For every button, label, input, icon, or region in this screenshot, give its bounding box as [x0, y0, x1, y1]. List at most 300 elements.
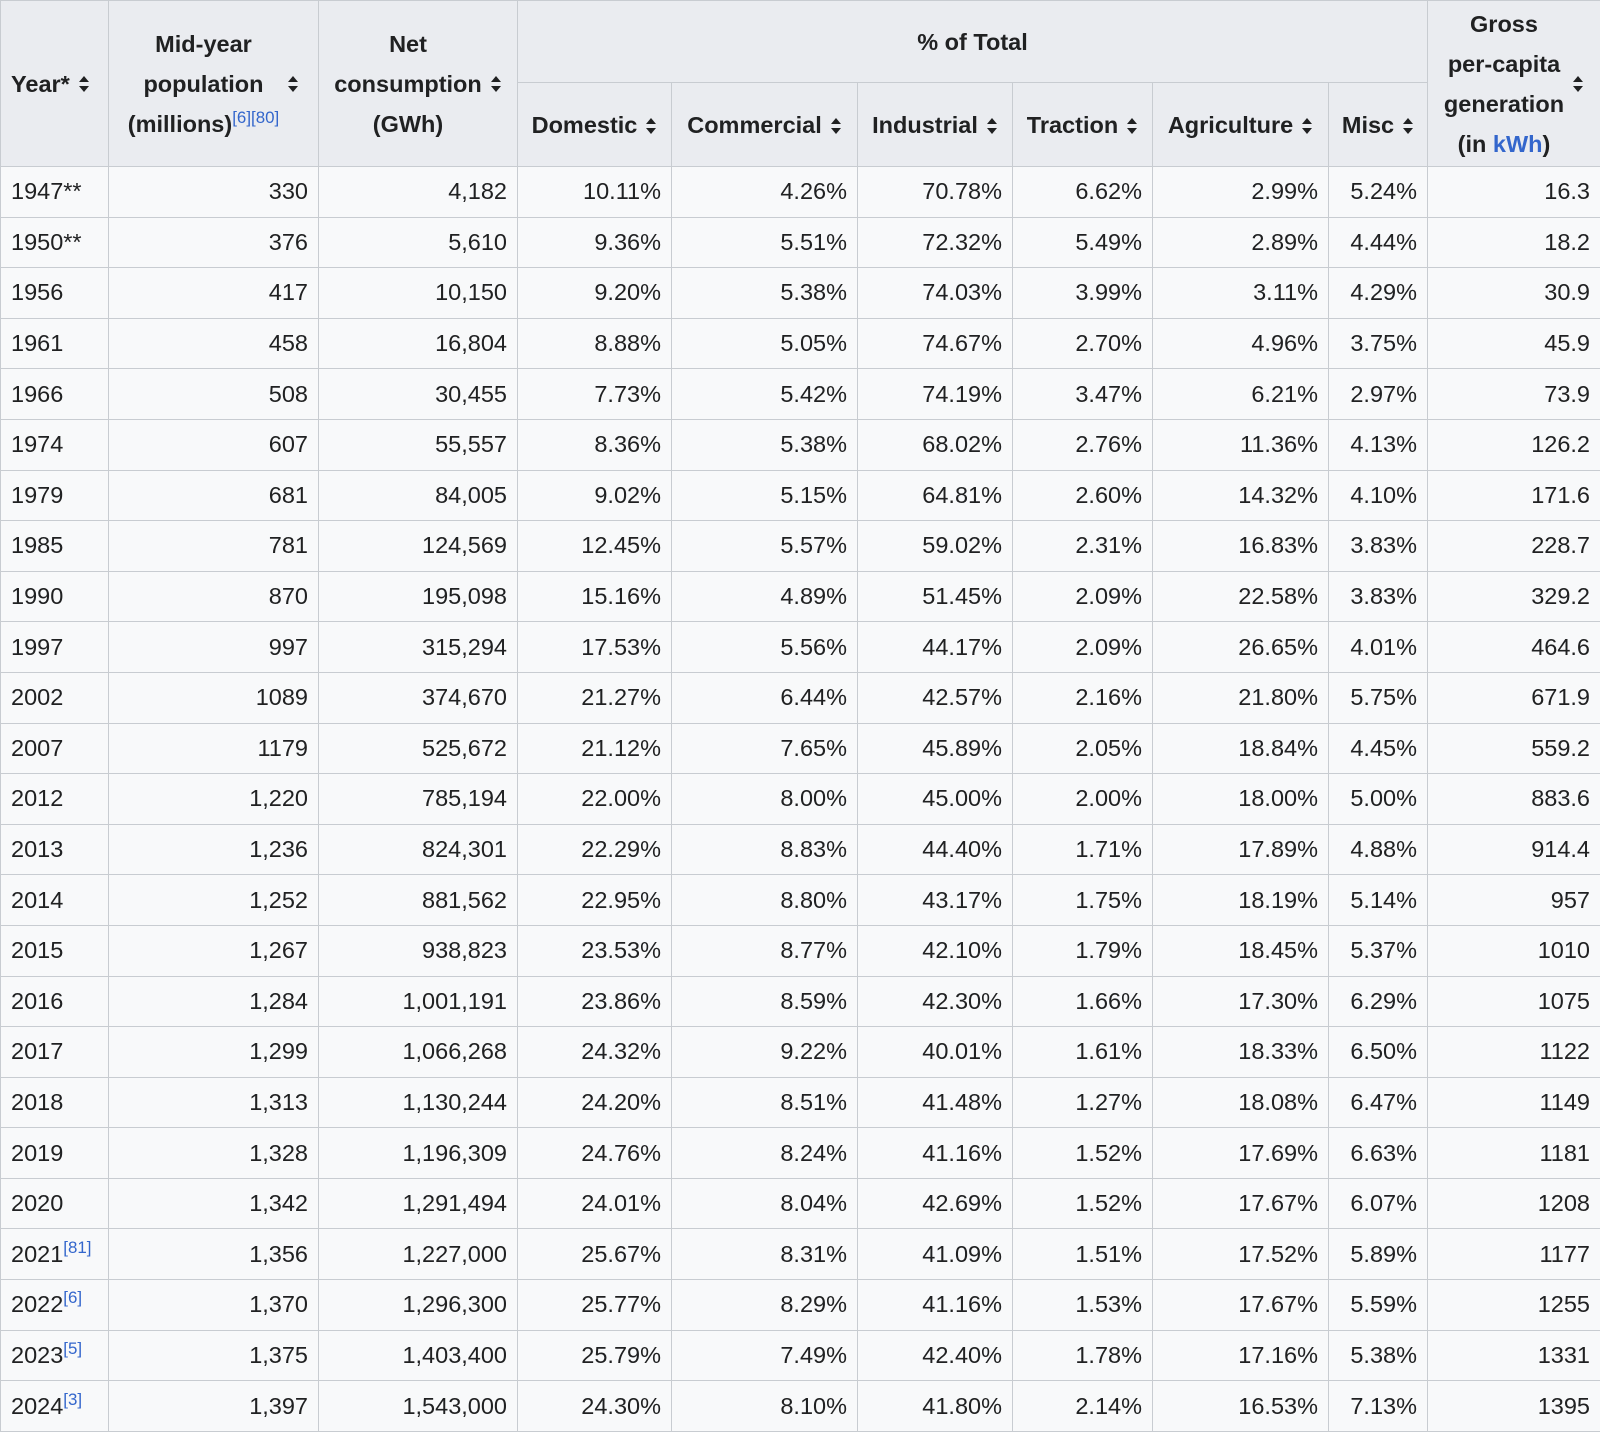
cell-net: 1,543,000 — [319, 1381, 518, 1432]
cell-dom: 22.95% — [518, 875, 672, 926]
year-text: 2015 — [11, 937, 63, 963]
year-text: 2017 — [11, 1038, 63, 1064]
cell-dom: 21.12% — [518, 723, 672, 774]
cell-tra: 1.75% — [1013, 875, 1153, 926]
population-reference-link[interactable]: [6][80] — [232, 108, 279, 127]
cell-com: 9.22% — [672, 1027, 858, 1078]
year-text: 1979 — [11, 482, 63, 508]
cell-gross: 16.3 — [1428, 167, 1600, 218]
cell-net: 881,562 — [319, 875, 518, 926]
cell-year — [1, 167, 109, 218]
cell-gross: 671.9 — [1428, 672, 1600, 723]
cell-misc: 5.24% — [1329, 167, 1428, 218]
cell-net: 1,291,494 — [319, 1178, 518, 1229]
table-row — [1, 268, 1600, 319]
col-header-gross-per-capita[interactable] — [1428, 1, 1600, 167]
col-group-header-pct-total: % of Total — [518, 1, 1428, 83]
cell-net: 1,130,244 — [319, 1077, 518, 1128]
table-row — [1, 1178, 1600, 1229]
cell-tra: 3.99% — [1013, 268, 1153, 319]
cell-misc: 5.89% — [1329, 1229, 1428, 1280]
cell-dom: 12.45% — [518, 521, 672, 572]
cell-year — [1, 571, 109, 622]
table-body — [1, 167, 1600, 1432]
cell-year — [1, 1128, 109, 1179]
cell-agr: 6.21% — [1153, 369, 1329, 420]
cell-gross: 957 — [1428, 875, 1600, 926]
cell-com: 5.42% — [672, 369, 858, 420]
year-text: 2018 — [11, 1089, 63, 1115]
cell-net: 1,001,191 — [319, 976, 518, 1027]
cell-year — [1, 622, 109, 673]
table-row — [1, 1229, 1600, 1280]
cell-ind: 42.57% — [858, 672, 1013, 723]
cell-misc: 6.63% — [1329, 1128, 1428, 1179]
cell-gross: 171.6 — [1428, 470, 1600, 521]
cell-com: 8.04% — [672, 1178, 858, 1229]
cell-gross: 1395 — [1428, 1381, 1600, 1432]
cell-year — [1, 470, 109, 521]
cell-net: 124,569 — [319, 521, 518, 572]
cell-year — [1, 1280, 109, 1331]
cell-ind: 42.10% — [858, 925, 1013, 976]
cell-com: 4.89% — [672, 571, 858, 622]
cell-agr: 4.96% — [1153, 318, 1329, 369]
cell-agr: 18.45% — [1153, 925, 1329, 976]
cell-com: 8.80% — [672, 875, 858, 926]
sort-icon[interactable] — [1572, 75, 1584, 93]
cell-misc: 7.13% — [1329, 1381, 1428, 1432]
cell-misc: 4.44% — [1329, 217, 1428, 268]
cell-dom: 23.86% — [518, 976, 672, 1027]
col-header-traction[interactable]: Traction — [1013, 83, 1153, 167]
cell-year — [1, 318, 109, 369]
cell-agr: 21.80% — [1153, 672, 1329, 723]
cell-misc: 5.59% — [1329, 1280, 1428, 1331]
cell-net: 1,403,400 — [319, 1330, 518, 1381]
year-text: 1990 — [11, 583, 63, 609]
kwh-link[interactable]: kWh — [1493, 131, 1543, 157]
cell-net: 824,301 — [319, 824, 518, 875]
cell-net: 84,005 — [319, 470, 518, 521]
cell-com: 8.29% — [672, 1280, 858, 1331]
cell-dom: 25.67% — [518, 1229, 672, 1280]
cell-tra: 1.53% — [1013, 1280, 1153, 1331]
cell-agr: 17.16% — [1153, 1330, 1329, 1381]
cell-gross: 30.9 — [1428, 268, 1600, 319]
cell-misc: 4.10% — [1329, 470, 1428, 521]
year-text: 2007 — [11, 735, 63, 761]
cell-misc: 5.37% — [1329, 925, 1428, 976]
cell-ind: 45.89% — [858, 723, 1013, 774]
cell-net: 1,196,309 — [319, 1128, 518, 1179]
cell-ind: 74.19% — [858, 369, 1013, 420]
cell-com: 5.57% — [672, 521, 858, 572]
cell-tra: 1.51% — [1013, 1229, 1153, 1280]
cell-year — [1, 1381, 109, 1432]
cell-dom: 22.00% — [518, 774, 672, 825]
cell-year — [1, 1229, 109, 1280]
table-row — [1, 1128, 1600, 1179]
cell-year — [1, 925, 109, 976]
cell-year — [1, 521, 109, 572]
table-row — [1, 217, 1600, 268]
cell-misc: 4.29% — [1329, 268, 1428, 319]
sort-icon[interactable] — [830, 117, 842, 135]
cell-net: 1,296,300 — [319, 1280, 518, 1331]
cell-pop: 376 — [109, 217, 319, 268]
year-reference-link[interactable]: [3] — [63, 1390, 82, 1409]
cell-agr: 18.19% — [1153, 875, 1329, 926]
net-consumption-header-label: Net consumption (GWh) — [334, 24, 482, 144]
cell-misc: 4.88% — [1329, 824, 1428, 875]
cell-ind: 44.17% — [858, 622, 1013, 673]
cell-com: 8.83% — [672, 824, 858, 875]
table-row — [1, 1381, 1600, 1432]
col-header-domestic[interactable]: Domestic — [518, 83, 672, 167]
cell-net: 525,672 — [319, 723, 518, 774]
table-row — [1, 976, 1600, 1027]
cell-misc: 3.83% — [1329, 521, 1428, 572]
cell-gross: 18.2 — [1428, 217, 1600, 268]
cell-year — [1, 976, 109, 1027]
cell-dom: 24.30% — [518, 1381, 672, 1432]
cell-com: 8.51% — [672, 1077, 858, 1128]
cell-com: 4.26% — [672, 167, 858, 218]
cell-year — [1, 1178, 109, 1229]
cell-ind: 41.80% — [858, 1381, 1013, 1432]
cell-tra: 2.70% — [1013, 318, 1153, 369]
cell-pop: 1,299 — [109, 1027, 319, 1078]
cell-com: 5.56% — [672, 622, 858, 673]
cell-agr: 2.89% — [1153, 217, 1329, 268]
cell-dom: 25.77% — [518, 1280, 672, 1331]
cell-year — [1, 672, 109, 723]
cell-ind: 41.09% — [858, 1229, 1013, 1280]
cell-gross: 329.2 — [1428, 571, 1600, 622]
cell-net: 1,227,000 — [319, 1229, 518, 1280]
cell-agr: 14.32% — [1153, 470, 1329, 521]
cell-gross: 228.7 — [1428, 521, 1600, 572]
table-row — [1, 672, 1600, 723]
cell-dom: 9.36% — [518, 217, 672, 268]
cell-year — [1, 875, 109, 926]
population-header-label: Mid-year population (millions)[6][80] — [128, 24, 279, 144]
sort-icon[interactable] — [490, 75, 502, 93]
cell-pop: 1,313 — [109, 1077, 319, 1128]
cell-ind: 74.03% — [858, 268, 1013, 319]
cell-misc: 4.13% — [1329, 419, 1428, 470]
cell-gross: 45.9 — [1428, 318, 1600, 369]
cell-agr: 3.11% — [1153, 268, 1329, 319]
cell-net: 16,804 — [319, 318, 518, 369]
cell-gross: 464.6 — [1428, 622, 1600, 673]
cell-com: 8.31% — [672, 1229, 858, 1280]
cell-gross: 914.4 — [1428, 824, 1600, 875]
cell-gross: 1331 — [1428, 1330, 1600, 1381]
cell-ind: 43.17% — [858, 875, 1013, 926]
cell-year — [1, 1027, 109, 1078]
cell-tra: 1.66% — [1013, 976, 1153, 1027]
cell-misc: 6.07% — [1329, 1178, 1428, 1229]
cell-dom: 23.53% — [518, 925, 672, 976]
cell-tra: 2.09% — [1013, 622, 1153, 673]
cell-pop: 1,342 — [109, 1178, 319, 1229]
cell-dom: 24.01% — [518, 1178, 672, 1229]
cell-year — [1, 1077, 109, 1128]
table-row — [1, 622, 1600, 673]
table-row — [1, 723, 1600, 774]
cell-tra: 2.14% — [1013, 1381, 1153, 1432]
cell-agr: 17.69% — [1153, 1128, 1329, 1179]
cell-ind: 41.16% — [858, 1280, 1013, 1331]
cell-ind: 41.16% — [858, 1128, 1013, 1179]
cell-com: 8.10% — [672, 1381, 858, 1432]
cell-com: 5.05% — [672, 318, 858, 369]
cell-misc: 2.97% — [1329, 369, 1428, 420]
cell-misc: 6.50% — [1329, 1027, 1428, 1078]
year-reference-link[interactable]: [6] — [63, 1289, 82, 1308]
table-row — [1, 571, 1600, 622]
cell-tra: 1.78% — [1013, 1330, 1153, 1381]
cell-pop: 508 — [109, 369, 319, 420]
cell-agr: 16.53% — [1153, 1381, 1329, 1432]
cell-net: 374,670 — [319, 672, 518, 723]
cell-dom: 9.20% — [518, 268, 672, 319]
year-text: 2016 — [11, 988, 63, 1014]
year-text: 1997 — [11, 634, 63, 660]
cell-ind: 41.48% — [858, 1077, 1013, 1128]
cell-dom: 25.79% — [518, 1330, 672, 1381]
sort-icon[interactable] — [1126, 117, 1138, 135]
cell-pop: 330 — [109, 167, 319, 218]
cell-dom: 10.11% — [518, 167, 672, 218]
cell-net: 195,098 — [319, 571, 518, 622]
cell-pop: 781 — [109, 521, 319, 572]
cell-agr: 11.36% — [1153, 419, 1329, 470]
cell-ind: 45.00% — [858, 774, 1013, 825]
year-text: 1947** — [11, 178, 82, 204]
cell-net: 5,610 — [319, 217, 518, 268]
cell-gross: 1177 — [1428, 1229, 1600, 1280]
table-row — [1, 470, 1600, 521]
col-header-agriculture[interactable]: Agriculture — [1153, 83, 1329, 167]
sort-icon[interactable] — [1402, 117, 1414, 135]
cell-gross: 883.6 — [1428, 774, 1600, 825]
cell-net: 30,455 — [319, 369, 518, 420]
table-header — [1, 1, 1600, 167]
cell-pop: 1,397 — [109, 1381, 319, 1432]
cell-pop: 1,252 — [109, 875, 319, 926]
cell-year — [1, 774, 109, 825]
cell-pop: 1,370 — [109, 1280, 319, 1331]
cell-agr: 18.33% — [1153, 1027, 1329, 1078]
year-reference-link[interactable]: [81] — [63, 1238, 91, 1257]
sort-icon[interactable] — [986, 117, 998, 135]
cell-misc: 4.01% — [1329, 622, 1428, 673]
cell-net: 315,294 — [319, 622, 518, 673]
cell-year — [1, 268, 109, 319]
cell-tra: 1.71% — [1013, 824, 1153, 875]
cell-gross: 1122 — [1428, 1027, 1600, 1078]
cell-agr: 26.65% — [1153, 622, 1329, 673]
table-row — [1, 774, 1600, 825]
cell-dom: 24.32% — [518, 1027, 672, 1078]
table-row — [1, 875, 1600, 926]
cell-year — [1, 369, 109, 420]
sort-icon[interactable] — [1301, 117, 1313, 135]
cell-dom: 15.16% — [518, 571, 672, 622]
cell-misc: 6.29% — [1329, 976, 1428, 1027]
cell-ind: 51.45% — [858, 571, 1013, 622]
col-header-net-consumption[interactable] — [319, 1, 518, 167]
cell-com: 7.65% — [672, 723, 858, 774]
cell-tra: 5.49% — [1013, 217, 1153, 268]
cell-agr: 18.84% — [1153, 723, 1329, 774]
sort-icon[interactable] — [78, 75, 90, 93]
cell-net: 1,066,268 — [319, 1027, 518, 1078]
cell-net: 4,182 — [319, 167, 518, 218]
cell-pop: 417 — [109, 268, 319, 319]
cell-ind: 44.40% — [858, 824, 1013, 875]
cell-misc: 3.83% — [1329, 571, 1428, 622]
cell-com: 7.49% — [672, 1330, 858, 1381]
cell-com: 5.38% — [672, 268, 858, 319]
cell-ind: 40.01% — [858, 1027, 1013, 1078]
gross-header-label: Gross per-capita generation (in kWh) — [1444, 4, 1564, 164]
cell-dom: 7.73% — [518, 369, 672, 420]
cell-pop: 1,356 — [109, 1229, 319, 1280]
cell-pop: 1,236 — [109, 824, 319, 875]
cell-com: 6.44% — [672, 672, 858, 723]
cell-tra: 2.16% — [1013, 672, 1153, 723]
cell-tra: 3.47% — [1013, 369, 1153, 420]
cell-dom: 24.20% — [518, 1077, 672, 1128]
year-text: 2014 — [11, 887, 63, 913]
cell-pop: 997 — [109, 622, 319, 673]
cell-tra: 2.09% — [1013, 571, 1153, 622]
cell-agr: 17.30% — [1153, 976, 1329, 1027]
cell-net: 785,194 — [319, 774, 518, 825]
year-reference-link[interactable]: [5] — [63, 1339, 82, 1358]
table-row — [1, 1027, 1600, 1078]
cell-tra: 2.05% — [1013, 723, 1153, 774]
cell-agr: 17.67% — [1153, 1280, 1329, 1331]
cell-dom: 22.29% — [518, 824, 672, 875]
cell-year — [1, 1330, 109, 1381]
cell-misc: 5.00% — [1329, 774, 1428, 825]
year-text: 2023 — [11, 1342, 63, 1368]
cell-ind: 42.40% — [858, 1330, 1013, 1381]
cell-tra: 2.60% — [1013, 470, 1153, 521]
year-header-label: Year* — [11, 64, 70, 104]
cell-ind: 42.30% — [858, 976, 1013, 1027]
cell-net: 10,150 — [319, 268, 518, 319]
sort-icon[interactable] — [645, 117, 657, 135]
cell-year — [1, 723, 109, 774]
col-header-industrial[interactable]: Industrial — [858, 83, 1013, 167]
cell-pop: 1,220 — [109, 774, 319, 825]
cell-dom: 17.53% — [518, 622, 672, 673]
year-text: 2024 — [11, 1393, 63, 1419]
year-text: 1956 — [11, 279, 63, 305]
cell-tra: 1.27% — [1013, 1077, 1153, 1128]
table-row — [1, 1330, 1600, 1381]
table-row — [1, 925, 1600, 976]
cell-pop: 1,328 — [109, 1128, 319, 1179]
year-text: 2022 — [11, 1291, 63, 1317]
year-text: 1974 — [11, 431, 63, 457]
cell-misc: 4.45% — [1329, 723, 1428, 774]
col-header-commercial[interactable]: Commercial — [672, 83, 858, 167]
cell-gross: 1181 — [1428, 1128, 1600, 1179]
cell-dom: 24.76% — [518, 1128, 672, 1179]
cell-tra: 1.52% — [1013, 1178, 1153, 1229]
cell-pop: 1179 — [109, 723, 319, 774]
cell-ind: 42.69% — [858, 1178, 1013, 1229]
year-text: 2002 — [11, 684, 63, 710]
year-text: 1985 — [11, 532, 63, 558]
cell-pop: 1,284 — [109, 976, 319, 1027]
cell-tra: 1.52% — [1013, 1128, 1153, 1179]
cell-misc: 5.38% — [1329, 1330, 1428, 1381]
col-header-year[interactable] — [1, 1, 109, 167]
cell-pop: 870 — [109, 571, 319, 622]
cell-pop: 1,375 — [109, 1330, 319, 1381]
cell-misc: 3.75% — [1329, 318, 1428, 369]
year-text: 2020 — [11, 1190, 63, 1216]
cell-com: 5.38% — [672, 419, 858, 470]
cell-agr: 18.08% — [1153, 1077, 1329, 1128]
cell-misc: 5.14% — [1329, 875, 1428, 926]
table-row — [1, 1077, 1600, 1128]
cell-tra: 2.76% — [1013, 419, 1153, 470]
year-text: 2021 — [11, 1241, 63, 1267]
table-row — [1, 824, 1600, 875]
sort-icon[interactable] — [287, 75, 299, 93]
cell-com: 8.24% — [672, 1128, 858, 1179]
cell-tra: 1.79% — [1013, 925, 1153, 976]
cell-tra: 2.31% — [1013, 521, 1153, 572]
cell-gross: 1010 — [1428, 925, 1600, 976]
cell-ind: 68.02% — [858, 419, 1013, 470]
cell-tra: 1.61% — [1013, 1027, 1153, 1078]
col-header-population[interactable] — [109, 1, 319, 167]
cell-ind: 74.67% — [858, 318, 1013, 369]
cell-gross: 1149 — [1428, 1077, 1600, 1128]
cell-dom: 8.88% — [518, 318, 672, 369]
cell-pop: 1,267 — [109, 925, 319, 976]
cell-com: 5.51% — [672, 217, 858, 268]
cell-pop: 1089 — [109, 672, 319, 723]
cell-ind: 59.02% — [858, 521, 1013, 572]
cell-gross: 1255 — [1428, 1280, 1600, 1331]
table-row — [1, 369, 1600, 420]
table-row — [1, 167, 1600, 218]
col-header-misc[interactable]: Misc — [1329, 83, 1428, 167]
table-row — [1, 521, 1600, 572]
cell-net: 938,823 — [319, 925, 518, 976]
cell-agr: 17.52% — [1153, 1229, 1329, 1280]
cell-misc: 6.47% — [1329, 1077, 1428, 1128]
year-text: 2012 — [11, 785, 63, 811]
cell-ind: 72.32% — [858, 217, 1013, 268]
cell-agr: 17.67% — [1153, 1178, 1329, 1229]
cell-com: 8.00% — [672, 774, 858, 825]
cell-tra: 2.00% — [1013, 774, 1153, 825]
cell-ind: 70.78% — [858, 167, 1013, 218]
cell-gross: 559.2 — [1428, 723, 1600, 774]
